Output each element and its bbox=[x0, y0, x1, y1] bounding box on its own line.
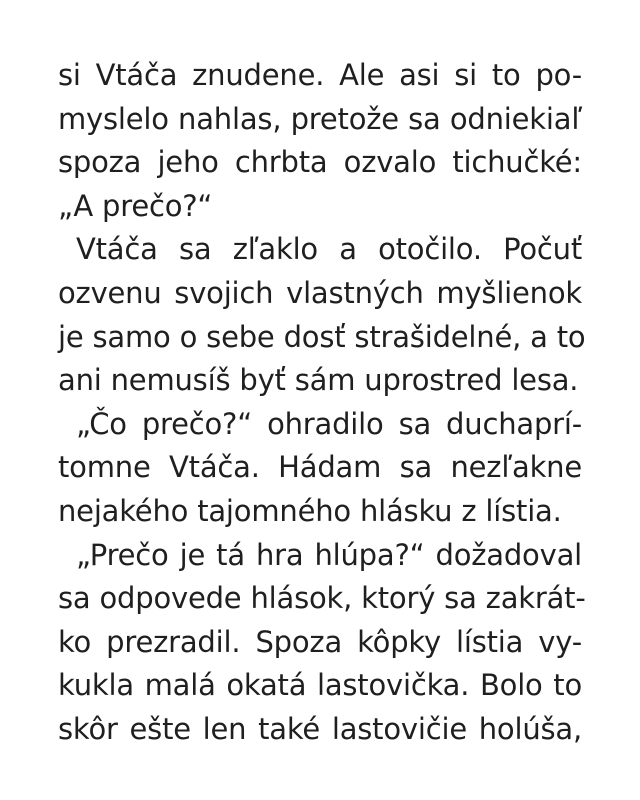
text-line: ani nemusíš byť sám uprostred lesa. bbox=[58, 363, 579, 398]
text-line: „Čo prečo?“ ohradilo sa duchaprí- bbox=[76, 406, 582, 441]
text-line: je samo o sebe dosť strašidelné, a to bbox=[58, 319, 586, 354]
text-line: si Vtáča znudene. Ale asi si to po- bbox=[58, 58, 582, 92]
text-line: kukla malá okatá lastovička. Bolo to bbox=[58, 668, 582, 703]
text-line: tomne Vtáča. Hádam sa nezľakne bbox=[58, 450, 582, 485]
text-line: spoza jeho chrbta ozvalo tichučké: bbox=[58, 145, 582, 180]
text-line: myslelo nahlas, pretože sa odniekiaľ bbox=[58, 101, 582, 136]
text-line: nejakého tajomného hlásku z lístia. bbox=[58, 493, 562, 528]
text-line: ozvenu svojich vlastných myšlienok bbox=[58, 275, 582, 310]
text-line: ko prezradil. Spoza kôpky lístia vy- bbox=[58, 624, 582, 659]
book-text bbox=[58, 54, 586, 752]
text-line: skôr ešte len také lastovičie holúša, bbox=[58, 711, 582, 746]
text-line: Vtáča sa zľaklo a otočilo. Počuť bbox=[76, 232, 582, 267]
text-line: „Prečo je tá hra hlúpa?“ dožadoval bbox=[76, 537, 582, 572]
text-line: „A prečo?“ bbox=[58, 188, 213, 223]
text-line: sa odpovede hlások, ktorý sa zakrát- bbox=[58, 581, 586, 616]
